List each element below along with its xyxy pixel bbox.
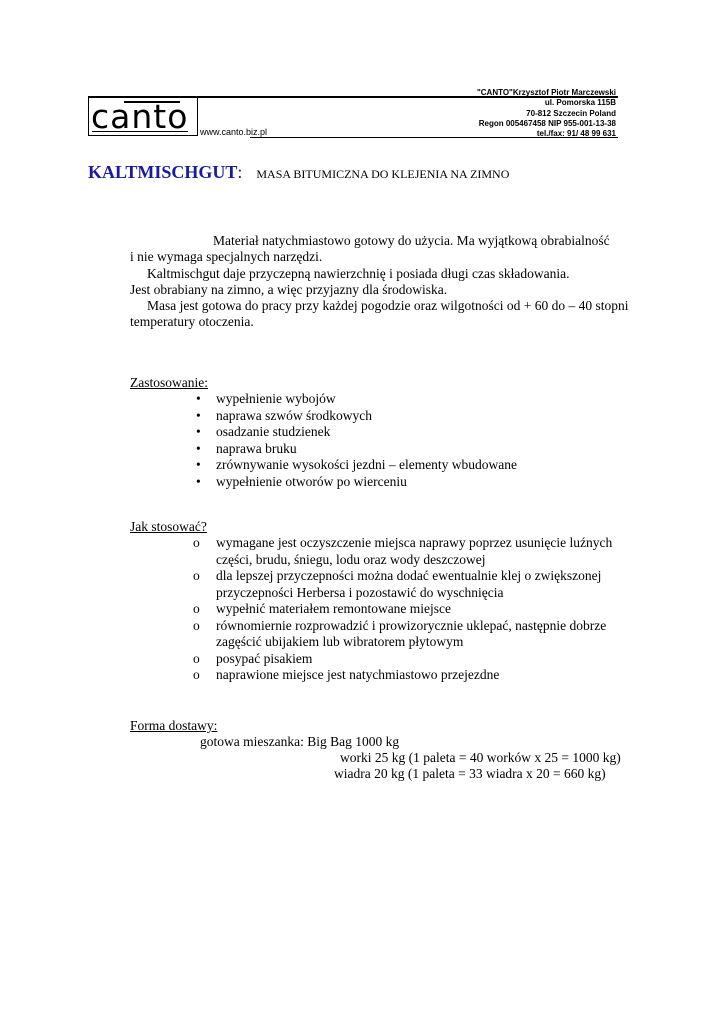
bullet-icon: • <box>196 457 201 472</box>
title-main: KALTMISCHGUT: <box>88 162 243 182</box>
list-item: o naprawione miejsce jest natychmiastowo przejezdne <box>193 667 500 682</box>
list-item: • zrównywanie wysokości jezdni – elementy wbudowane <box>196 457 518 472</box>
list-item: • naprawa szwów środkowych <box>196 407 372 423</box>
delivery-line: wiadra 20 kg (1 paleta = 33 wiadra x 20 = 660 kg) <box>334 766 606 781</box>
list-item: o wypełnić materiałem remontowane miejsce <box>193 601 452 616</box>
title-subtitle: MASA BITUMICZNA DO KLEJENIA NA ZIMNO <box>256 167 510 181</box>
circle-bullet-icon: o <box>193 601 200 616</box>
list-item: • wypełnienie otworów po wierceniu <box>196 473 407 489</box>
bullet-icon: • <box>196 391 201 406</box>
list-item: • naprawa bruku <box>196 440 297 456</box>
intro-line: i nie wymaga specjalnych narzędzi. <box>130 249 323 264</box>
circle-bullet-icon: o <box>193 568 200 583</box>
howto-list <box>193 535 613 684</box>
logo-underline <box>92 131 188 132</box>
company-phone: tel./fax: 91/ 48 99 631 <box>536 129 616 139</box>
delivery-line: gotowa mieszanka: Big Bag 1000 kg <box>200 734 400 749</box>
usage-heading: Zastosowanie: <box>130 375 208 390</box>
intro-line: temperatury otoczenia. <box>130 314 254 329</box>
company-city: 70-812 Szczecin Poland <box>526 108 616 118</box>
list-item: o posypać pisakiem <box>193 650 313 666</box>
bullet-icon: • <box>196 424 201 439</box>
bullet-icon: • <box>196 473 201 489</box>
list-item: • osadzanie studzienek <box>196 424 331 439</box>
intro-line: Jest obrabiany na zimno, a więc przyjazny dla środowiska. <box>130 282 448 297</box>
delivery-heading: Forma dostawy: <box>130 718 218 733</box>
logo-overline <box>124 101 180 103</box>
circle-bullet-icon: o <box>193 650 200 666</box>
document-title <box>88 162 509 183</box>
list-item: o wymagane jest oczyszczenie miejsca naprawy poprzez usunięcie luźnych części, brudu, śniegu, lodu oraz wody deszczowej <box>193 535 613 567</box>
howto-heading: Jak stosować? <box>130 519 207 534</box>
list-item: • wypełnienie wybojów <box>196 391 336 406</box>
intro-line: Kaltmischgut daje przyczepną nawierzchnię i posiada długi czas składowania. <box>147 266 570 281</box>
intro-line: Masa jest gotowa do pracy przy każdej pogodzie oraz wilgotności od + 60 do – 40 stopni <box>147 298 629 313</box>
circle-bullet-icon: o <box>193 535 200 550</box>
company-name: "CANTO"Krzysztof Piotr Marczewski <box>476 88 616 97</box>
company-regon-nip: Regon 005467458 NIP 955-001-13-38 <box>478 118 616 128</box>
delivery-line: worki 25 kg (1 paleta = 40 worków x 25 = 1000 kg) <box>340 750 621 765</box>
company-info <box>440 88 616 139</box>
list-item: o dla lepszej przyczepności można dodać ewentualnie klej o zwiększonej przyczepności Herbersa i pozostawić do wyschnięcia <box>193 568 602 600</box>
website-text: www.canto.biz.pl <box>200 127 268 137</box>
usage-list <box>196 391 518 490</box>
bullet-icon: • <box>196 440 201 456</box>
intro-line: Materiał natychmiastowo gotowy do użycia. Ma wyjątkową obrabialność <box>213 233 610 248</box>
logo: canto <box>91 97 189 136</box>
list-item: o równomiernie rozprowadzić i prowizorycznie uklepać, następnie dobrze zagęścić ubijakiem lub wibratorem płytowym <box>193 617 607 649</box>
circle-bullet-icon: o <box>193 617 200 633</box>
company-street: ul. Pomorska 115B <box>544 98 616 108</box>
bullet-icon: • <box>196 407 201 423</box>
circle-bullet-icon: o <box>193 667 200 682</box>
